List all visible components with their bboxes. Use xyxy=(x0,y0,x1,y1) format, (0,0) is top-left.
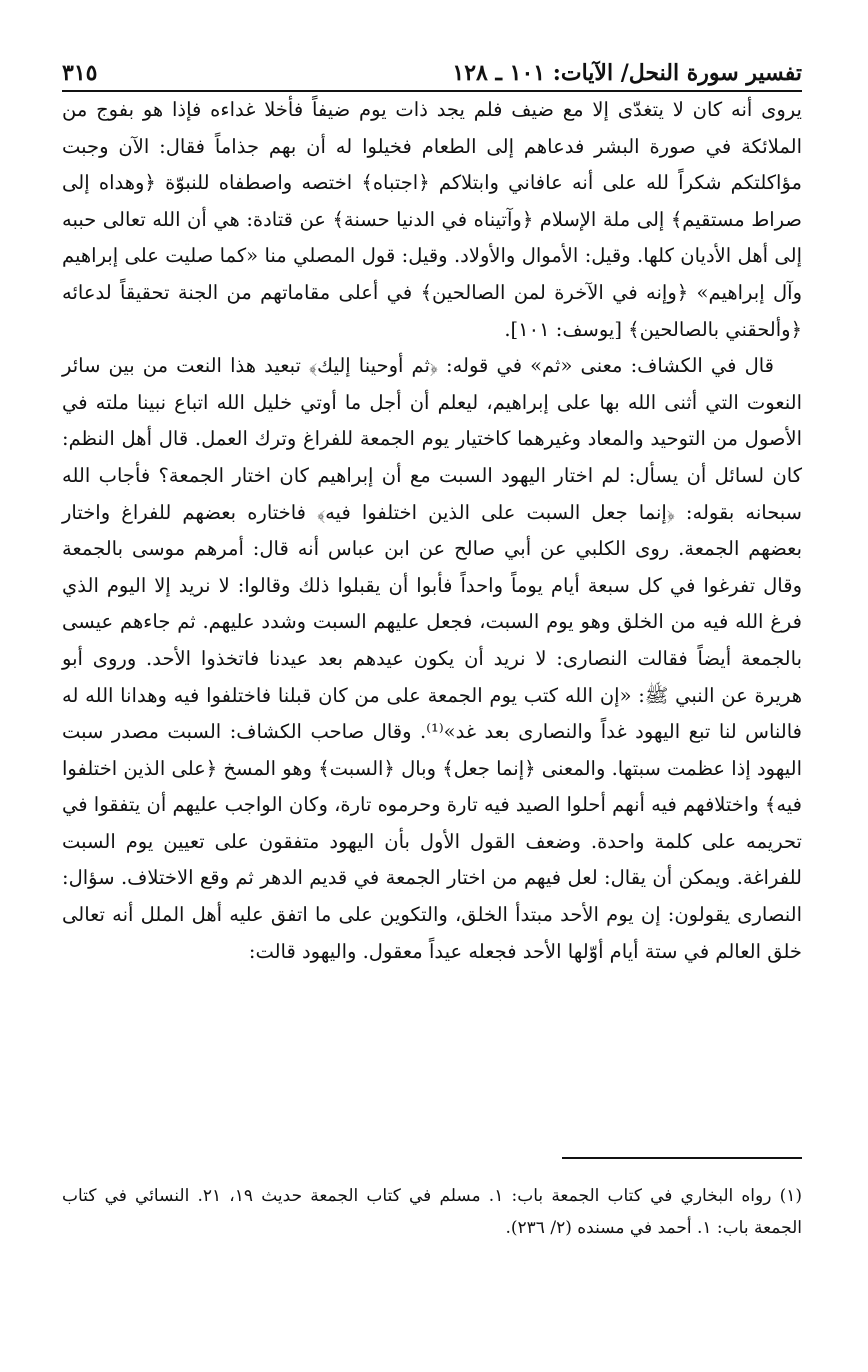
body-text xyxy=(62,92,802,970)
footnotes xyxy=(62,1180,802,1244)
footnote-separator xyxy=(562,1157,802,1159)
footnote-1: (١) رواه البخاري في كتاب الجمعة باب: ١. مسلم في كتاب الجمعة حديث ١٩، ٢١. النسائي في كتاب الجمعة باب: ١. أحمد في مسنده (٢/ ٢٣٦). xyxy=(62,1186,803,1238)
paragraph-2: قال في الكشاف: معنى «ثم» في قوله: ﴿ثم أوحينا إليك﴾ تبعيد هذا النعت من بين سائر النعوت التي أثنى الله بها على إبراهيم، ليعلم أن أجل ما أوتي خليل الله اتباع نبينا ملته في الأصول من التوحيد والمعاد وغيرهما كاختيار يوم الجمعة للفراغ وترك العمل. قال أهل النظم: كان لسائل أن يسأل: لم اختار اليهود السبت مع أن إبراهيم كان اختار الجمعة؟ فأجاب الله سبحانه بقوله: ﴿إنما جعل السبت على الذين اختلفوا فيه﴾ فاختاره بعضهم للفراغ واختار بعضهم الجمعة. روى الكلبي عن أبي صالح عن ابن عباس أنه قال: أمرهم موسى بالجمعة وقال تفرغوا في كل سبعة أيام يوماً واحداً فأبوا أن يقبلوا ذلك وقالوا: لا نريد إلا اليوم الذي فرغ الله فيه من الخلق وهو يوم السبت، فجعل عليهم السبت وشدد عليهم. ثم جاءهم عيسى بالجمعة أيضاً فقالت النصارى: لا نريد أن يكون عيدهم بعد عيدنا فاتخذوا الأحد. وروى أبو هريرة عن النبي ﷺ: «إن الله كتب يوم الجمعة على من كان قبلنا فاختلفوا فيه وهدانا الله له فالناس لنا تبع اليهود غداً والنصارى بعد غد»⁽¹⁾. وقال صاحب الكشاف: السبت مصدر سبت اليهود إذا عظمت سبتها. والمعنى ﴿إنما جعل﴾ وبال ﴿السبت﴾ وهو المسخ ﴿على الذين اختلفوا فيه﴾ واختلافهم فيه أنهم أحلوا الصيد فيه تارة وحرموه تارة، وكان الواجب عليهم أن يتفقوا في تحريمه على كلمة واحدة. وضعف القول الأول بأن اليهود متفقون على تعيين يوم السبت للفراغة. ويمكن أن يقال: لعل فيهم من اختار الجمعة في قديم الدهر ثم وقع الاختلاف. سؤال: النصارى يقولون: إن يوم الأحد مبتدأ الخلق، والتكوين على ما اتفق عليه أهل الملل أنه تعالى خلق العالم في ستة أيام أوّلها الأحد فجعله عيداً معقول. واليهود قالت: xyxy=(62,354,802,963)
running-header xyxy=(62,40,802,92)
paragraph-1: يروى أنه كان لا يتغدّى إلا مع ضيف فلم يجد ذات يوم ضيفاً فأخلا غداءه فإذا هو بفوج من الملائكة في صورة البشر فدعاهم إلى الطعام فخيلوا له أن بهم جذاماً فقال: الآن وجبت مؤاكلتكم شكراً لله على أنه عافاني وابتلاكم ﴿اجتباه﴾ اختصه واصطفاه للنبوّة ﴿وهداه إلى صراط مستقيم﴾ إلى ملة الإسلام ﴿وآتيناه في الدنيا حسنة﴾ عن قتادة: هي أن الله تعالى حببه إلى أهل الأديان كلها. وقيل: الأموال والأولاد. وقيل: قول المصلي منا «كما صليت على إبراهيم وآل إبراهيم» ﴿وإنه في الآخرة لمن الصالحين﴾ في أعلى مقاماتهم من الجنة تحقيقاً لدعائه ﴿وألحقني بالصالحين﴾ [يوسف: ١٠١]. xyxy=(62,98,802,341)
page-number: ٣١٥ xyxy=(62,60,98,86)
header-title: تفسير سورة النحل/ الآيات: ١٠١ ـ ١٢٨ xyxy=(452,60,802,86)
